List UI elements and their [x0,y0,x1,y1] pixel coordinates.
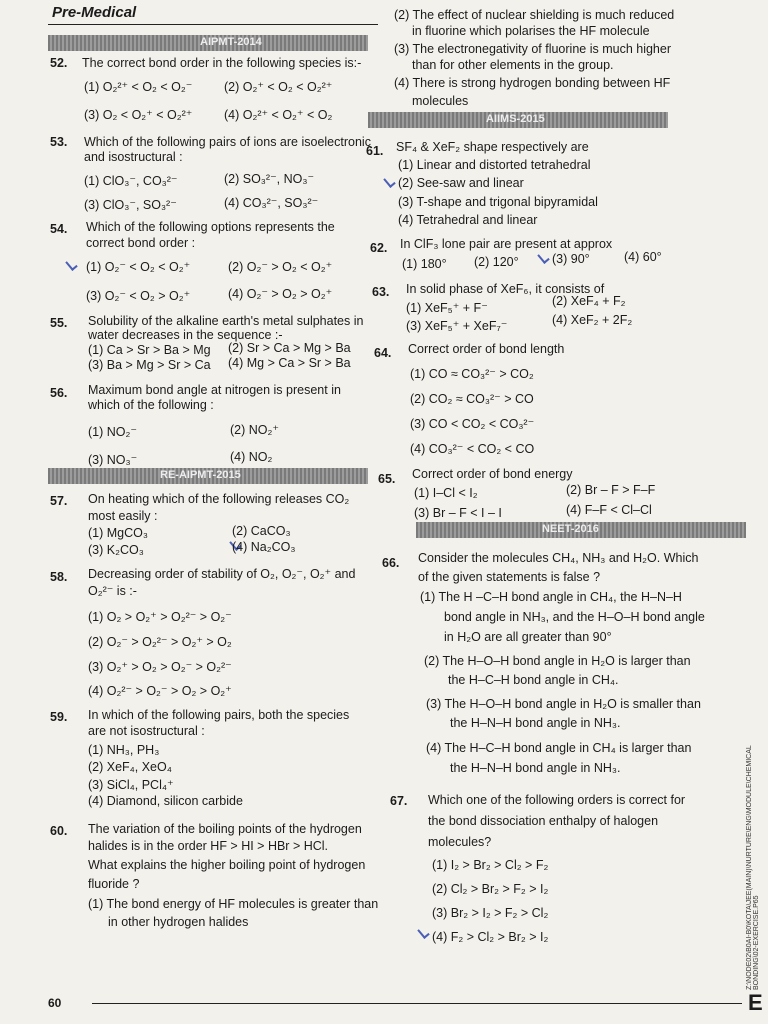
question-text: The variation of the boiling points of the hydrogen [88,822,362,836]
option-2: (2) 120° [474,255,519,269]
question-text: Correct order of bond energy [412,467,573,481]
question-text: which of the following : [88,398,214,412]
question-number: 52. [50,56,68,70]
question-text: halides is in the order HF > HI > HBr > HCl. [88,839,329,853]
option-3: (3) K₂CO₃ [88,543,144,557]
option-3: (3) CO < CO₂ < CO₃²⁻ [410,417,535,431]
option-2: (2) NO₂⁺ [230,423,279,437]
question-number: 66. [382,556,400,570]
option-2: (2) Br – F > F–F [566,483,656,497]
question-number: 61. [366,144,384,158]
option-2-cont: in fluorine which polarises the HF molecule [412,24,650,38]
option-1-cont: in other hydrogen halides [108,915,249,929]
option-1: (1) The bond energy of HF molecules is greater than [88,897,379,911]
question-text: are not isostructural : [88,724,205,738]
option-2: (2) The effect of nuclear shielding is much reduced [394,8,675,22]
option-2: (2) O₂⁺ < O₂ < O₂²⁺ [224,80,333,94]
option-3: (3) O₂⁻ < O₂ > O₂⁺ [86,289,191,303]
question-number: 56. [50,386,68,400]
option-1: (1) O₂⁻ < O₂ < O₂⁺ [86,260,191,274]
option-4: (4) Diamond, silicon carbide [88,794,243,808]
option-1: (1) I₂ > Br₂ > Cl₂ > F₂ [432,858,549,872]
option-1: (1) NO₂⁻ [88,425,137,439]
option-1: (1) CO ≈ CO₃²⁻ > CO₂ [410,367,534,381]
page-number: 60 [48,996,62,1010]
question-number: 67. [390,794,408,808]
option-3: (3) T-shape and trigonal bipyramidal [398,195,598,209]
option-2: (2) See-saw and linear [398,176,524,190]
option-2: (2) O₂⁻ > O₂²⁻ > O₂⁺ > O₂ [88,635,232,649]
question-text: the bond dissociation enthalpy of halogen [428,814,659,828]
option-1: (1) ClO₃⁻, CO₃²⁻ [84,174,178,188]
question-text: Maximum bond angle at nitrogen is present in [88,383,341,397]
option-1: (1) XeF₅⁺ + F⁻ [406,301,488,315]
question-number: 59. [50,710,68,724]
question-text: In which of the following pairs, both the species [88,708,350,722]
side-file-path: Z:\NODE02\B0AI-B0\KOTA\JEE(MAIN)\NURTURE\ENG\MODULE\CHEMICAL BONDING\02-EXERCISE.P65 [746,745,760,990]
question-number: 64. [374,346,392,360]
option-2-cont: the H–C–H bond angle in CH₄. [448,673,619,687]
option-4-cont: molecules [412,94,469,108]
checkmark-icon [537,251,549,264]
option-2: (2) XeF₄ + F₂ [552,294,626,308]
question-number: 58. [50,570,68,584]
checkmark-icon [417,926,429,939]
option-2: (2) O₂⁻ > O₂ < O₂⁺ [228,260,333,274]
checkmark-icon [383,175,395,188]
option-4: (4) Tetrahedral and linear [398,213,538,227]
option-1-cont: bond angle in NH₃, and the H–O–H bond angle [444,610,705,624]
question-text: Decreasing order of stability of O₂, O₂⁻, O₂⁺ and [88,567,356,581]
option-1: (1) The H –C–H bond angle in CH₄, the H–N–H [420,590,682,604]
option-1-cont: in H₂O are all greater than 90° [444,630,612,644]
question-text: The correct bond order in the following species is:- [82,56,362,70]
option-2: (2) Cl₂ > Br₂ > F₂ > I₂ [432,882,549,896]
option-3-cont: the H–N–H bond angle in NH₃. [450,716,621,730]
option-4: (4) F₂ > Cl₂ > Br₂ > I₂ [432,930,549,944]
option-2: (2) SO₃²⁻, NO₃⁻ [224,172,315,186]
question-number: 53. [50,135,68,149]
option-4: (4) The H–C–H bond angle in CH₄ is larger than [426,741,692,755]
question-text: Which of the following options represents the [86,220,335,234]
option-4: (4) There is strong hydrogen bonding between HF [394,76,671,90]
option-1: (1) 180° [402,257,447,271]
question-text: In solid phase of XeF₆, it consists of [406,282,605,296]
option-3: (3) O₂ < O₂⁺ < O₂²⁺ [84,108,193,122]
option-1: (1) O₂²⁺ < O₂ < O₂⁻ [84,80,193,94]
option-3: (3) Br – F < I – I [414,506,502,520]
option-4: (4) O₂²⁺ < O₂⁺ < O₂ [224,108,333,122]
option-3: (3) ClO₃⁻, SO₃²⁻ [84,198,177,212]
option-4: (4) O₂²⁻ > O₂⁻ > O₂ > O₂⁺ [88,684,232,698]
option-3: (3) O₂⁺ > O₂ > O₂⁻ > O₂²⁻ [88,660,232,674]
question-text: Solubility of the alkaline earth's metal sulphates in [88,314,364,328]
option-2: (2) XeF₄, XeO₄ [88,760,172,774]
question-text: What explains the higher boiling point of hydrogen [88,858,366,872]
option-1: (1) O₂ > O₂⁺ > O₂²⁻ > O₂⁻ [88,610,232,624]
option-3-cont: than for other elements in the group. [412,58,614,72]
question-number: 62. [370,241,388,255]
option-1: (1) MgCO₃ [88,526,148,540]
option-1: (1) Ca > Sr > Ba > Mg [88,343,211,357]
option-4: (4) XeF₂ + 2F₂ [552,313,633,327]
option-4: (4) Mg > Ca > Sr > Ba [228,356,351,370]
question-text: most easily : [88,509,158,523]
question-text: of the given statements is false ? [418,570,601,584]
question-text: fluoride ? [88,877,140,891]
section-bar-neet-2016: NEET-2016 [416,522,746,538]
question-text: In ClF₃ lone pair are present at approx [400,237,613,251]
question-text: and isostructural : [84,150,183,164]
option-3: (3) Br₂ > I₂ > F₂ > Cl₂ [432,906,549,920]
option-4-cont: the H–N–H bond angle in NH₃. [450,761,621,775]
question-text: Correct order of bond length [408,342,565,356]
option-1: (1) Linear and distorted tetrahedral [398,158,591,172]
question-number: 55. [50,316,68,330]
option-3: (3) XeF₅⁺ + XeF₇⁻ [406,319,508,333]
option-4: (4) Na₂CO₃ [232,540,296,554]
option-1: (1) NH₃, PH₃ [88,743,160,757]
option-4: (4) O₂⁻ > O₂ > O₂⁺ [228,287,333,301]
section-bar-re-aipmt-2015: RE-AIPMT-2015 [48,468,368,484]
section-bar-aipmt-2014: AIPMT-2014 [48,35,368,51]
option-3: (3) SiCl₄, PCl₄⁺ [88,778,174,792]
question-text: Which of the following pairs of ions are isoelectronic [84,135,371,149]
option-3: (3) 90° [552,252,590,266]
question-text: molecules? [428,835,492,849]
question-text: O₂²⁻ is :- [88,584,137,598]
question-number: 57. [50,494,68,508]
option-2: (2) Sr > Ca > Mg > Ba [228,341,351,355]
question-number: 60. [50,824,68,838]
option-4: (4) F–F < Cl–Cl [566,503,652,517]
question-number: 54. [50,222,68,236]
question-text: Which one of the following orders is correct for [428,793,686,807]
option-4: (4) 60° [624,250,662,264]
option-1: (1) I–Cl < I₂ [414,486,478,500]
option-4: (4) CO₃²⁻, SO₃²⁻ [224,196,319,210]
option-2: (2) The H–O–H bond angle in H₂O is larger than [424,654,691,668]
question-text: correct bond order : [86,236,196,250]
edge-letter: E [748,990,763,1015]
option-2: (2) CO₂ ≈ CO₃²⁻ > CO [410,392,534,406]
question-text: On heating which of the following releases CO₂ [88,492,350,506]
checkmark-icon [65,258,77,271]
question-text: water decreases in the sequence :- [88,328,283,342]
section-bar-aiims-2015: AIIMS-2015 [368,112,668,128]
option-4: (4) NO₂ [230,450,273,464]
option-3: (3) The electronegativity of fluorine is much higher [394,42,671,56]
page-header-title: Pre-Medical [52,4,137,21]
question-number: 65. [378,472,396,486]
option-3: (3) Ba > Mg > Sr > Ca [88,358,211,372]
option-3: (3) The H–O–H bond angle in H₂O is smaller than [426,697,701,711]
header-rule [48,24,378,25]
question-text: Consider the molecules CH₄, NH₃ and H₂O. Which [418,551,699,565]
question-number: 63. [372,285,390,299]
footer-rule [92,1003,742,1004]
option-4: (4) CO₃²⁻ < CO₂ < CO [410,442,535,456]
option-2: (2) CaCO₃ [232,524,291,538]
question-text: SF₄ & XeF₂ shape respectively are [396,140,589,154]
option-3: (3) NO₃⁻ [88,453,138,467]
